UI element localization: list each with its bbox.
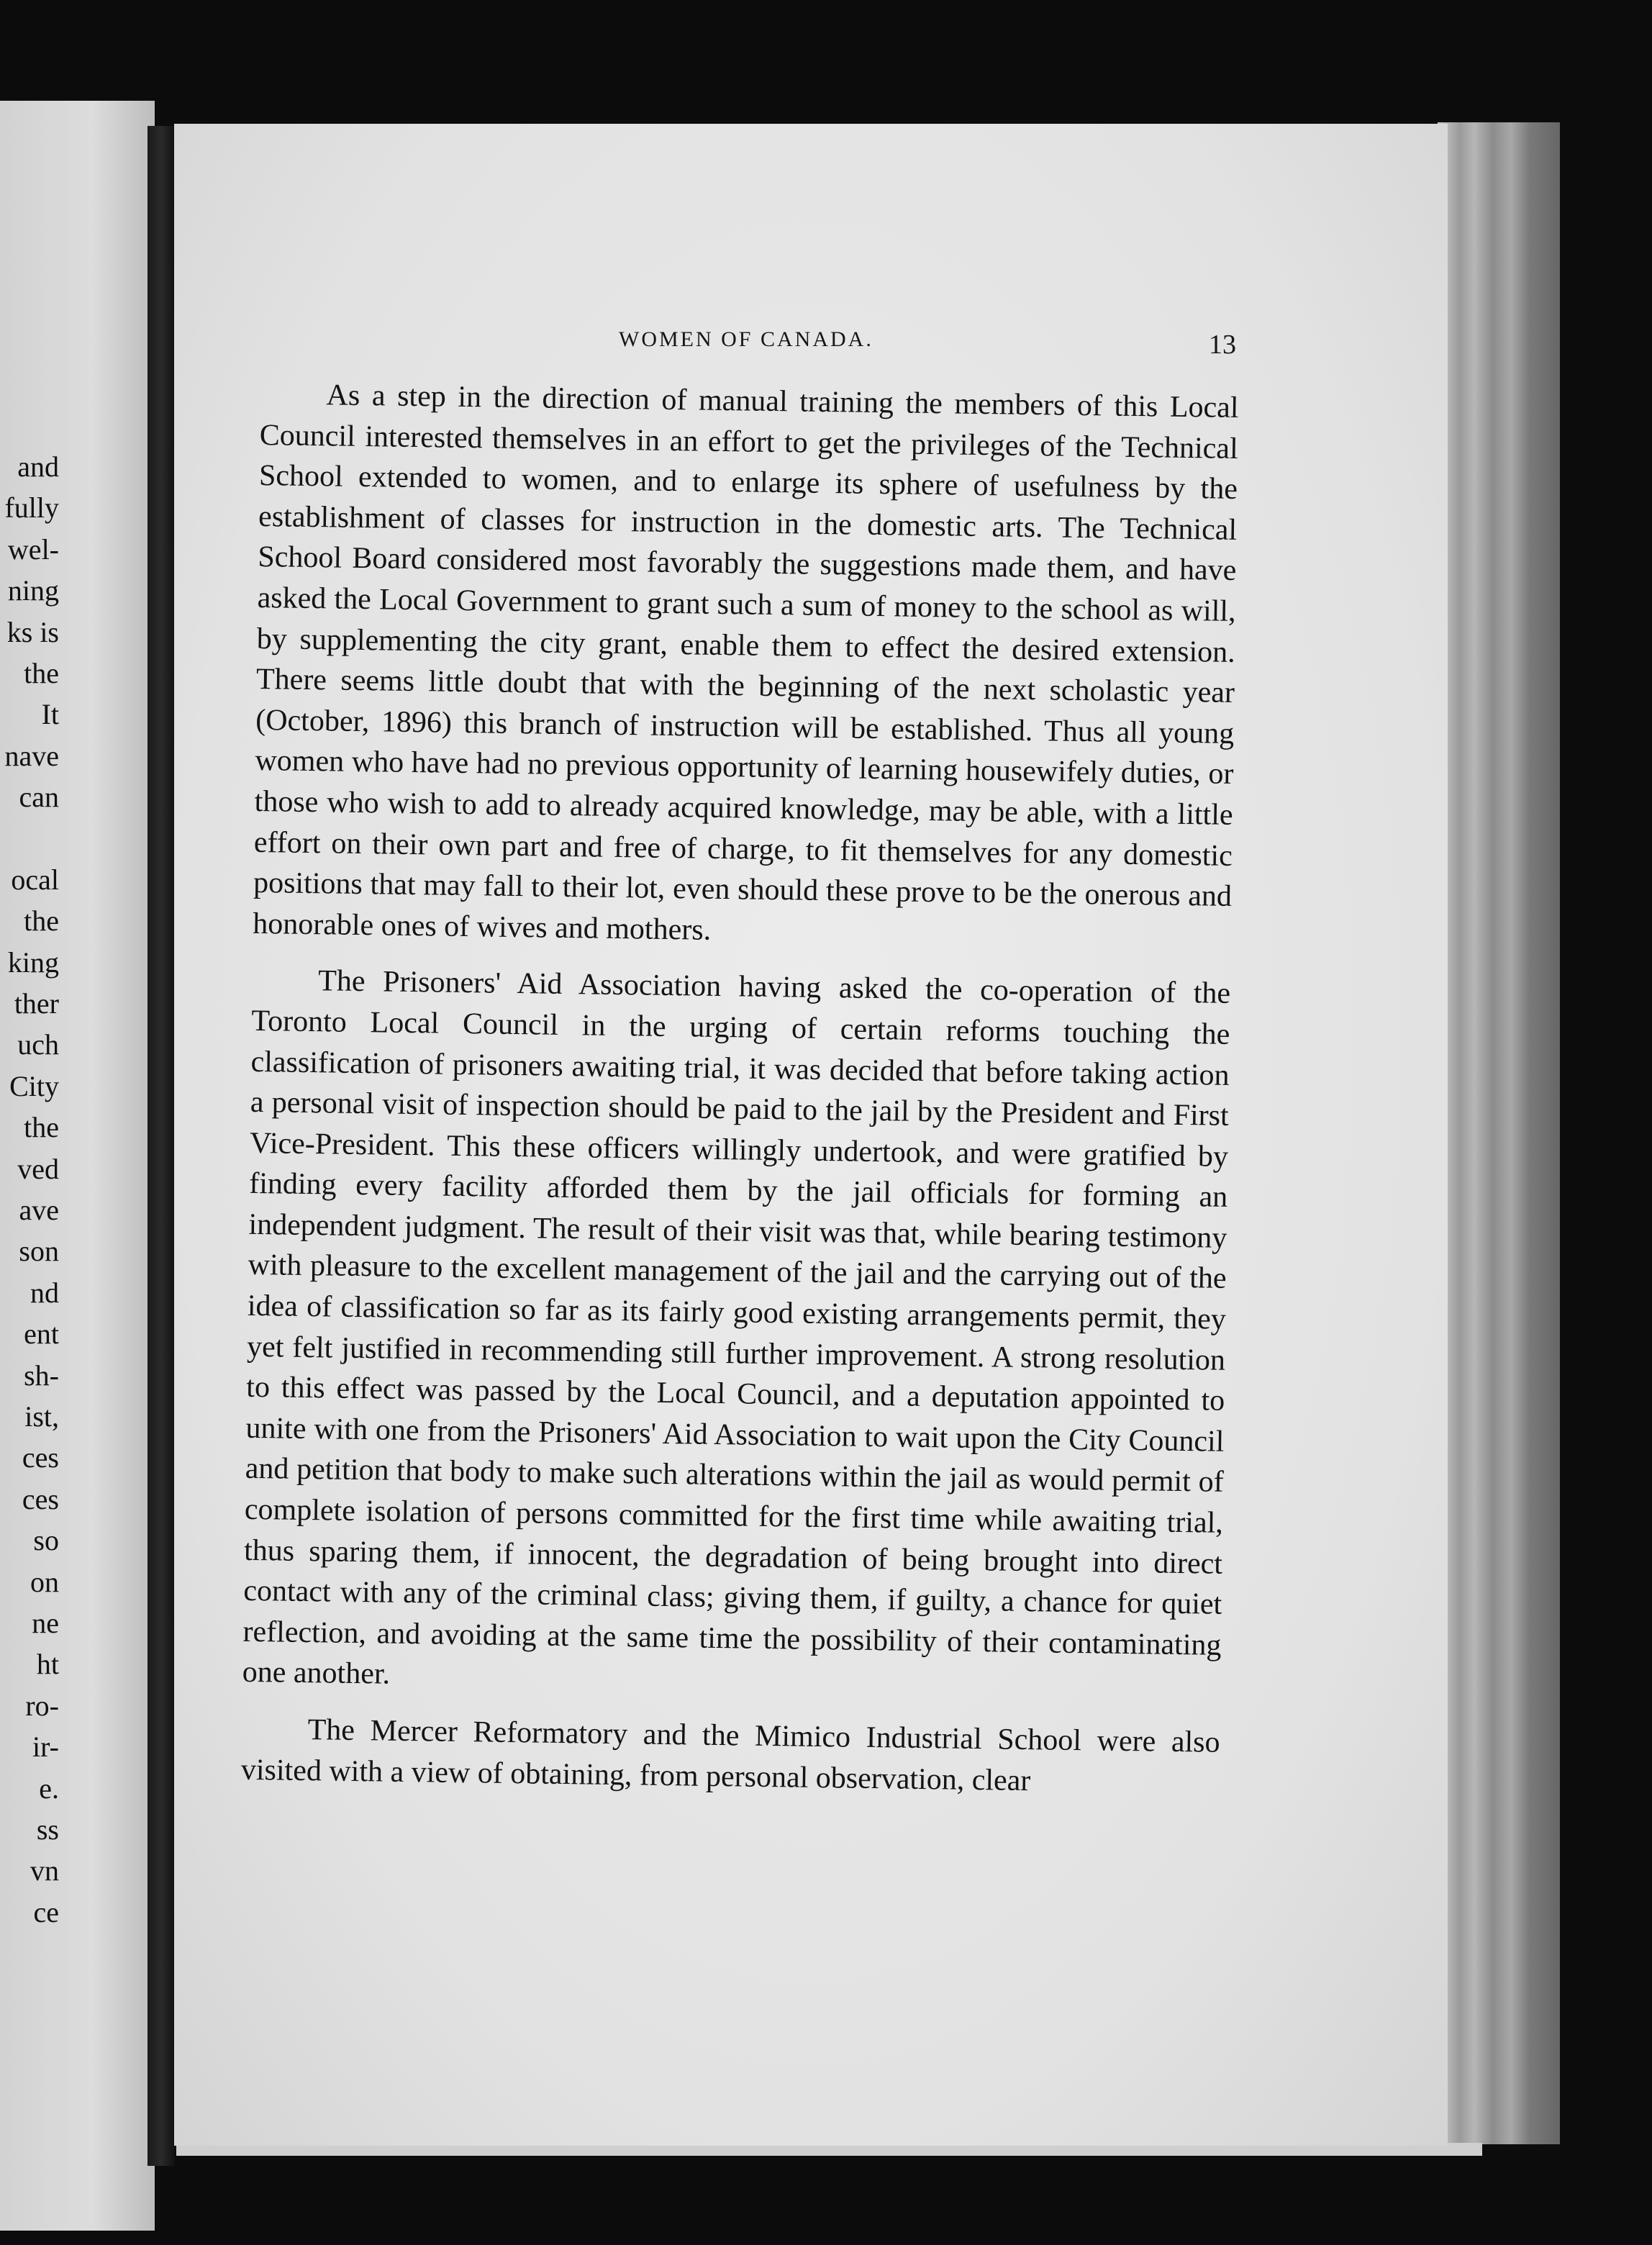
margin-fragment: can	[19, 781, 59, 814]
margin-fragment: ht	[36, 1648, 59, 1681]
margin-fragment: nd	[30, 1276, 59, 1309]
margin-fragment: ks is	[6, 615, 59, 648]
margin-fragment: ent	[24, 1317, 59, 1351]
margin-fragment: ces	[22, 1482, 59, 1515]
margin-fragment: It	[41, 698, 59, 731]
margin-fragment: vn	[30, 1854, 59, 1887]
margin-fragment: ist,	[24, 1400, 59, 1433]
margin-fragment: uch	[17, 1028, 59, 1061]
margin-fragment: City	[9, 1069, 59, 1102]
book-spine	[148, 126, 175, 2166]
margin-fragment: nave	[4, 739, 59, 772]
paragraph-manual-training: As a step in the direction of manual training the members of this Local Council interested themselves in an effort to get the privileges of the Technical School extended to women, and to enlarge its sphere of usefulness by the establishment of classes for instruction in the domestic arts. The Technical School Board considered most favorably the suggestions made them, and have asked the Local Government to grant such a sum of money to the school as will, by supplementing the city grant, enable them to effect the desired extension. There seems little doubt that with the beginning of the next scholastic year (October, 1896) this branch of instruction will be established. Thus all young women who have had no previous opportunity of learning housewifely duties, or those who wish to add to already acquired knowledge, may be able, with a little effort on their own part and free of charge, to fit themselves for any domestic positions that may fall to their lot, even should these prove to be the onerous and honorable ones of wives and mothers.	[253, 378, 1239, 947]
paragraph-prisoners-aid: The Prisoners' Aid Association having asked the co-operation of the Toronto Local Council in the urging of certain reforms touching the classification of prisoners awaiting trial, it was decided that before taking action a personal visit of inspection should be paid to the jail by the President and First Vice-President. This these officers willingly undertook, and were gratified by finding every facility afforded them by the jail officials for forming an independent judgment. The result of their visit was that, while bearing testimony with pleasure to the excellent management of the jail and the carrying out of the idea of classification so far as its fairly good existing arrangements permit, they yet felt justified in recommending still further improvement. A strong resolution to this effect was passed by the Local Council, and a deputation appointed to unite with one from the Prisoners' Aid Association to wait upon the City Council and petition that body to make such alterations within the jail as would permit of complete isolation of persons committed for the first time while awaiting trial, thus sparing them, if innocent, the degradation of being brought into direct contact with any of the criminal class; giving them, if guilty, a chance for quiet reflection, and avoiding at the same time the possibility of their contaminating one another.	[242, 964, 1231, 1692]
margin-fragment: ne	[32, 1606, 59, 1639]
margin-fragment: son	[19, 1235, 59, 1268]
margin-gap	[0, 818, 59, 859]
margin-fragment: ro-	[25, 1689, 59, 1722]
margin-fragment: so	[33, 1524, 59, 1557]
margin-fragment: e.	[39, 1772, 59, 1805]
left-page-margin-text	[0, 446, 59, 1933]
running-head: WOMEN OF CANADA.	[619, 327, 873, 351]
margin-fragment: ces	[22, 1441, 59, 1474]
margin-fragment: ther	[14, 987, 59, 1020]
page-header	[0, 327, 1652, 371]
margin-fragment: ning	[7, 574, 59, 607]
page-number: 13	[1209, 330, 1236, 360]
margin-fragment: fully	[4, 491, 59, 525]
margin-fragment: ss	[36, 1813, 59, 1846]
margin-fragment: wel-	[7, 532, 59, 566]
paragraph-mercer-reformatory: The Mercer Reformatory and the Mimico Industrial School were also visited with a view of obtaining, from personal observation, clear	[240, 1713, 1220, 1797]
margin-fragment: on	[30, 1565, 59, 1598]
margin-fragment: ved	[17, 1152, 59, 1185]
page-edges	[1438, 122, 1560, 2144]
margin-fragment: ce	[33, 1895, 59, 1928]
margin-fragment: king	[7, 945, 59, 979]
margin-fragment: ocal	[11, 863, 59, 896]
left-page	[0, 101, 155, 2231]
margin-fragment: the	[24, 1111, 59, 1144]
margin-fragment: the	[24, 904, 59, 938]
body-text	[240, 374, 1239, 1820]
margin-fragment: ave	[19, 1194, 59, 1227]
margin-fragment: sh-	[24, 1359, 59, 1392]
margin-fragment: and	[17, 450, 59, 483]
margin-fragment: the	[24, 656, 59, 689]
margin-fragment: ir-	[32, 1731, 59, 1764]
